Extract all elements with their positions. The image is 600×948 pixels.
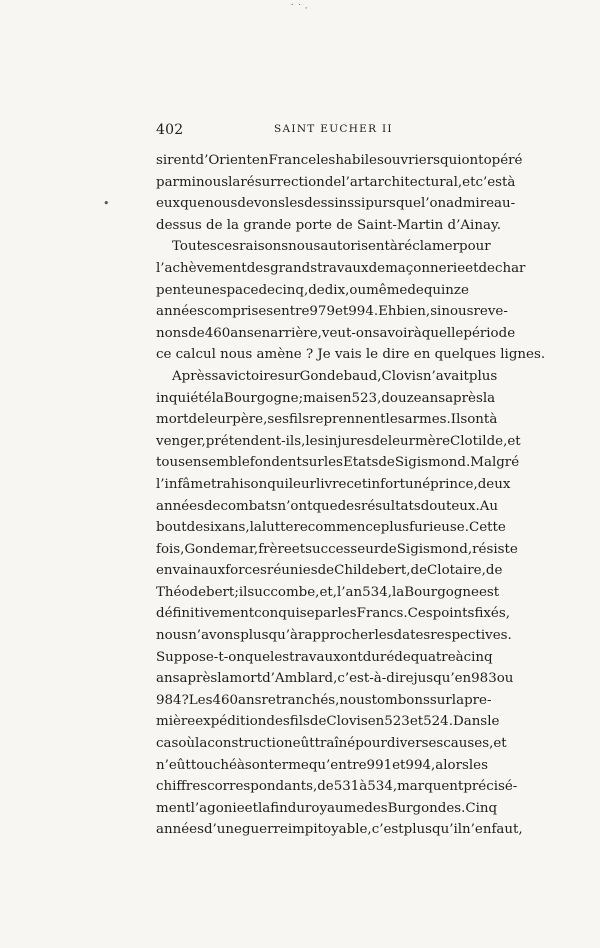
text-line: années d’une guerre impitoyable, c’est plus qu’il n’en faut, — [156, 822, 523, 838]
text-line: ce calcul nous amène ? Je vais le dire en quelques lignes. — [156, 347, 546, 363]
text-line: l’infâme trahison qui leur livre cet infortuné prince, deux — [156, 476, 511, 492]
text-line: nous n’avons plus qu’à rapprocher les dates respectives. — [156, 628, 512, 644]
text-line: bout de six ans, la lutte recommence plus furieuse. Cette — [156, 520, 506, 536]
text-line: nons de 460 ans en arrière, veut-on savoir à quelle période — [156, 325, 516, 341]
text-line: en vain aux forces réunies de Childebert, de Clotaire, de — [156, 563, 503, 579]
running-head: SAINT EUCHER II — [274, 123, 393, 135]
text-line: définitivement conquise par les Francs. Ces points fixés, — [156, 606, 510, 622]
text-line: Après sa victoire sur Gondebaud, Clovis n’avait plus — [172, 368, 498, 384]
scan-speck: • — [103, 197, 110, 210]
text-line: l’achèvement des grands travaux de maçonnerie et de char — [156, 260, 526, 276]
text-line: mort de leur père, ses fils reprennent les armes. Ils ont à — [156, 412, 498, 428]
text-line: chiffres correspondants, de 531 à 534, marquent précisé- — [156, 779, 518, 795]
text-line: venger, prétendent-ils, les injures de leur mère Clotilde, et — [156, 433, 521, 449]
text-line: ment l’agonie et la fin du royaume des Burgondes. Cinq — [156, 800, 498, 816]
text-line: Théodebert ; il succombe, et, l’an 534, la Bourgogne est — [156, 584, 500, 600]
text-line: années comprises entre 979 et 994. Eh bien, si nous reve- — [156, 304, 508, 320]
text-line: ans après la mort d’Amblard, c’est-à-dire jusqu’en 983 ou — [156, 671, 514, 687]
text-line: parmi nous la résurrection de l’art architectural, et c’est à — [156, 174, 516, 190]
text-line: n’eût touché à son terme qu’entre 991 et 994, alors les — [156, 757, 488, 773]
text-line: fois, Gondemar, frère et successeur de Sigismond, résiste — [156, 541, 518, 557]
text-line: cas où la construction eût traîné pour diverses causes, et — [156, 736, 507, 752]
page-number: 402 — [156, 122, 184, 138]
text-line: sirent d’Orient en France les habiles ouvriers qui ont opéré — [156, 153, 523, 168]
text-line: inquiété la Bourgogne; mais en 523, douze ans après la — [156, 390, 496, 406]
text-line: pente un espace de cinq, de dix, ou même de quinze — [156, 282, 469, 298]
text-line: 984 ? Les 460 ans retranchés, nous tombons sur la pre- — [156, 692, 492, 708]
text-line: dessus de la grande porte de Saint-Martin d’Ainay. — [156, 217, 501, 233]
scan-speck: ˙ ˙ · — [290, 4, 308, 14]
text-line: Toutes ces raisons nous autorisent à réclamer pour — [172, 239, 491, 255]
page-header — [156, 122, 452, 142]
text-line: Suppose-t-on que les travaux ont duré de quatre à cinq — [156, 649, 493, 665]
body-text — [156, 150, 546, 841]
text-line: mière expédition des fils de Clovis en 523 et 524. Dans le — [156, 714, 500, 730]
text-line: années de combats n’ont que des résultats douteux. Au — [156, 498, 499, 514]
text-line: eux que nous devons les dessins si purs que l’on admire au- — [156, 196, 516, 212]
text-line: tous ensemble fondent sur les Etats de Sigismond. Malgré — [156, 455, 520, 471]
